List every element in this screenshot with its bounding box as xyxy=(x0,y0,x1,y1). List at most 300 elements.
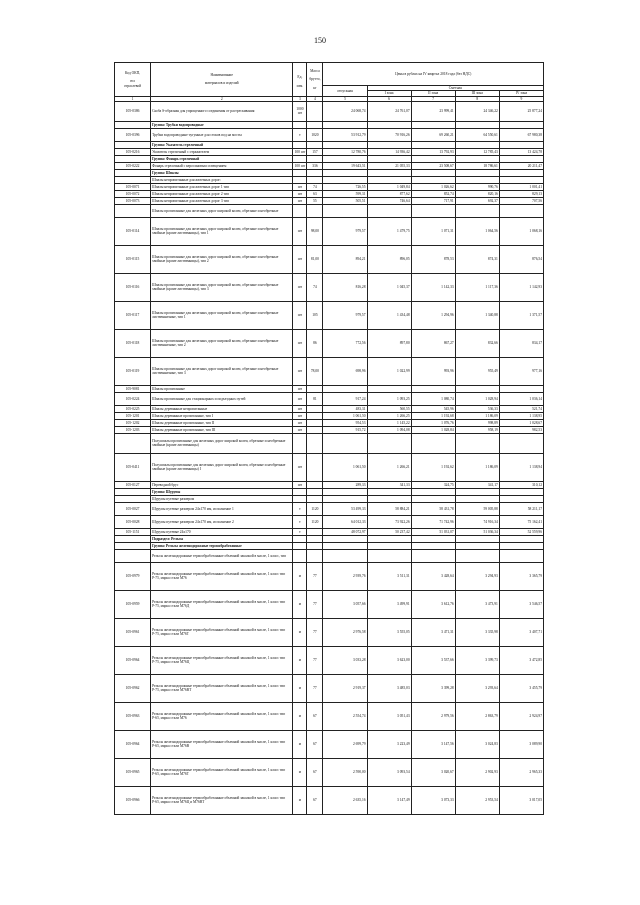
group-row xyxy=(115,488,544,495)
price-cell: 982,53 xyxy=(499,426,543,433)
item-mass xyxy=(307,528,323,535)
empty-cell xyxy=(115,204,151,217)
index-cell: 8 xyxy=(455,96,499,101)
empty-cell xyxy=(115,495,151,502)
empty-cell xyxy=(293,535,307,542)
price-cell: 820,16 xyxy=(455,190,499,197)
empty-cell xyxy=(293,542,307,549)
item-name: Рельсы железнодорожные термообработанные объемной закалкой в масле, 1 класс тип Р-65, марка стали М76В xyxy=(151,730,293,758)
price-cell: 1 371,57 xyxy=(499,301,543,329)
price-cell: 48 072,97 xyxy=(323,528,367,535)
price-cell: 3 024,83 xyxy=(455,730,499,758)
item-mass xyxy=(307,101,323,121)
item-code: 105-0962 xyxy=(115,674,151,702)
price-cell: 3 365,79 xyxy=(499,562,543,590)
price-cell: 3 511,31 xyxy=(367,562,411,590)
item-name: Шурупы путевые размером 24х170 мм, исполнение 1 xyxy=(151,502,293,515)
subheading-row xyxy=(115,495,544,502)
item-code: 105-0114 xyxy=(115,217,151,245)
empty-cell xyxy=(455,169,499,176)
empty-cell xyxy=(499,141,543,148)
price-cell: 3 017,05 xyxy=(499,786,543,814)
empty-cell xyxy=(307,204,323,217)
item-mass: 77 xyxy=(307,590,323,618)
price-cell: 1 068,16 xyxy=(499,217,543,245)
price-cell: 23 999,41 xyxy=(411,101,455,121)
header-col-now: отпускная xyxy=(323,86,367,97)
table-row xyxy=(115,786,544,814)
price-cell: 1 192,62 xyxy=(411,453,455,481)
item-mass: 157 xyxy=(307,148,323,155)
subheading-text: Полушпалы пропитанные для железных дорог широкой колеи, обрезные и необрезные хвойные (кроме лиственницы) xyxy=(151,433,293,453)
table-row xyxy=(115,101,544,121)
price-cell: 18 786,61 xyxy=(455,162,499,169)
price-cell: 59 005,88 xyxy=(455,502,499,515)
item-name: Рельсы железнодорожные термообработанные объемной закалкой в масле, 1 класс тип Р-75, марка стали М76Д xyxy=(151,590,293,618)
subheading-row xyxy=(115,433,544,453)
empty-cell xyxy=(411,176,455,183)
price-cell: 1 434,48 xyxy=(367,301,411,329)
header-unit: Ед. изм. xyxy=(293,63,307,97)
price-cell: 1 026,62 xyxy=(411,183,455,190)
item-name: Шпалы пропитанные для железных дорог широкой колеи, обрезные и необрезные хвойные (кроме лиственницы), тип 1 xyxy=(151,217,293,245)
table-header xyxy=(115,63,544,102)
empty-cell xyxy=(115,488,151,495)
empty-cell xyxy=(411,204,455,217)
price-cell: 1 071,31 xyxy=(411,217,455,245)
empty-cell xyxy=(115,542,151,549)
item-unit: м xyxy=(293,646,307,674)
item-name: Шурупы путевые 24х170 xyxy=(151,528,293,535)
price-cell: 1 192,68 xyxy=(411,412,455,419)
price-cell: 3 051,43 xyxy=(367,702,411,730)
price-cell: 1 045,37 xyxy=(367,273,411,301)
header-zone-4: IV зона xyxy=(499,91,543,96)
price-cell: 24 346,22 xyxy=(455,101,499,121)
item-unit: м xyxy=(293,674,307,702)
item-mass: 63 xyxy=(307,190,323,197)
item-name: Полушпалы пропитанные для железных дорог широкой колеи, обрезные и необрезные хвойные (кроме лиственницы) I xyxy=(151,453,293,481)
price-cell: 73 922,26 xyxy=(367,515,411,528)
item-mass: 77 xyxy=(307,618,323,646)
empty-cell xyxy=(323,204,367,217)
item-mass: 67 xyxy=(307,758,323,786)
empty-cell xyxy=(411,121,455,128)
price-cell: 24 761,07 xyxy=(367,101,411,121)
price-cell: 1 266,25 xyxy=(367,412,411,419)
subheading-row xyxy=(115,204,544,217)
item-code: 105-0222 xyxy=(115,162,151,169)
price-cell: 2 590,00 xyxy=(323,758,367,786)
index-cell: 3 xyxy=(293,96,307,101)
empty-cell xyxy=(499,495,543,502)
empty-cell xyxy=(499,169,543,176)
price-cell: 3 612,76 xyxy=(411,590,455,618)
item-mass: 77 xyxy=(307,646,323,674)
price-cell: 896,05 xyxy=(367,245,411,273)
empty-cell xyxy=(323,141,367,148)
item-mass: 67 xyxy=(307,730,323,758)
price-cell: 2 924,97 xyxy=(499,702,543,730)
item-mass xyxy=(307,412,323,419)
item-name: Рельсы железнодорожные термообработанные объемной закалкой в масле, 1 класс тип Р-65, марка стали М76Т xyxy=(151,758,293,786)
item-name: Рельсы железнодорожные термообработанные объемной закалкой в масле, 1 класс тип Р-65, марка стали М76Ц и М76ВТ xyxy=(151,786,293,814)
price-cell: 69 260,21 xyxy=(411,128,455,141)
item-unit: шт xyxy=(293,453,307,481)
price-cell xyxy=(411,385,455,392)
empty-cell xyxy=(323,176,367,183)
price-cell: 867,27 xyxy=(411,329,455,357)
empty-cell xyxy=(455,121,499,128)
table-row xyxy=(115,197,544,204)
price-cell: 1 061,50 xyxy=(323,412,367,419)
empty-cell xyxy=(323,121,367,128)
price-cell: 897,80 xyxy=(367,329,411,357)
price-cell: 58 884,21 xyxy=(367,502,411,515)
table-row xyxy=(115,329,544,357)
empty-cell xyxy=(499,155,543,162)
empty-cell xyxy=(307,169,323,176)
item-name: Шурупы путевые размером 24х170 мм, исполнение 2 xyxy=(151,515,293,528)
price-cell: 1 186,09 xyxy=(455,453,499,481)
price-cell: 1 094,08 xyxy=(367,426,411,433)
price-cell: 816,28 xyxy=(323,273,367,301)
item-code: 105-0071 xyxy=(115,183,151,190)
empty-cell xyxy=(411,535,455,542)
group-name: Группа: Шурупы xyxy=(151,488,293,495)
price-cell: 1 186,09 xyxy=(455,412,499,419)
price-cell: 1 145,22 xyxy=(367,419,411,426)
item-code: 105-0127 xyxy=(115,481,151,488)
item-code: 105-1151 xyxy=(115,528,151,535)
price-cell: 19 643,51 xyxy=(323,162,367,169)
index-cell: 9 xyxy=(499,96,543,101)
item-name: Шпалы пропитанные для стационарных и подъездных путей xyxy=(151,392,293,405)
item-mass: 1120 xyxy=(307,502,323,515)
price-cell: 70 916,26 xyxy=(367,128,411,141)
empty-cell xyxy=(293,488,307,495)
item-code: 105-0027 xyxy=(115,502,151,515)
table-row xyxy=(115,385,544,392)
empty-cell xyxy=(367,121,411,128)
index-cell: 6 xyxy=(367,96,411,101)
item-unit: т xyxy=(293,502,307,515)
price-cell: 2 919,37 xyxy=(323,674,367,702)
price-cell: 990,76 xyxy=(455,183,499,190)
item-mass: 336 xyxy=(307,162,323,169)
item-name: Трубки водопроводные чугунные для стоков под на мосты xyxy=(151,128,293,141)
item-unit: т xyxy=(293,515,307,528)
item-mass: 67 xyxy=(307,702,323,730)
item-code: 105-0117 xyxy=(115,301,151,329)
index-cell: 1 xyxy=(115,96,151,101)
table-row xyxy=(115,245,544,273)
price-cell: 3 428,64 xyxy=(411,562,455,590)
empty-cell xyxy=(115,141,151,148)
group-name: Группа: Указатель стрелочный xyxy=(151,141,293,148)
table-row xyxy=(115,453,544,481)
item-name: Рельсы железнодорожные термообработанные объемной закалкой в масле, 1 класс тип Р-75, марка стали М76 xyxy=(151,562,293,590)
price-cell: 1 076,76 xyxy=(411,419,455,426)
price-cell: 698,96 xyxy=(323,357,367,385)
empty-cell xyxy=(323,535,367,542)
price-cell: 24 068,74 xyxy=(323,101,367,121)
table-row xyxy=(115,162,544,169)
empty-cell xyxy=(323,433,367,453)
item-mass: 81,00 xyxy=(307,245,323,273)
item-unit: т xyxy=(293,528,307,535)
empty-cell xyxy=(411,488,455,495)
price-cell: 310,12 xyxy=(499,481,543,488)
price-cell: 2 965,33 xyxy=(499,758,543,786)
table-row xyxy=(115,183,544,190)
header-code: Код ОКП, юл отраслевой xyxy=(115,63,151,97)
table-row xyxy=(115,273,544,301)
empty-cell xyxy=(293,433,307,453)
item-name: Шпалы пропитанные для железных дорог широкой колеи, обрезные и необрезные лиственничные, тип 3 xyxy=(151,357,293,385)
group-row xyxy=(115,121,544,128)
empty-cell xyxy=(115,176,151,183)
table-row xyxy=(115,148,544,155)
table-body xyxy=(115,101,544,814)
item-name: Шпалы пропитанные для железных дорог широкой колеи, обрезные и необрезные лиственничные, тип 1 xyxy=(151,301,293,329)
page-number: 150 xyxy=(314,36,326,45)
price-cell: 58 431,78 xyxy=(411,502,455,515)
group-name: Группа: Шпалы xyxy=(151,169,293,176)
table-row xyxy=(115,392,544,405)
price-cell: 53 912,79 xyxy=(323,128,367,141)
price-cell: 74 916,34 xyxy=(455,515,499,528)
item-name: Рельсы железнодорожные термообработанные объемной закалкой в масле, 1 класс тип Р-75, марка стали М76Ц xyxy=(151,646,293,674)
empty-cell xyxy=(455,542,499,549)
table-row xyxy=(115,426,544,433)
price-cell: 707,56 xyxy=(499,197,543,204)
price-cell: 917,24 xyxy=(323,392,367,405)
price-cell: 1 080,74 xyxy=(411,392,455,405)
price-cell: 2 979,56 xyxy=(411,702,455,730)
price-cell: 3 073,33 xyxy=(411,786,455,814)
empty-cell xyxy=(307,542,323,549)
price-cell: 3 485,03 xyxy=(367,674,411,702)
table-row xyxy=(115,590,544,618)
price-cell: 3 020,67 xyxy=(411,758,455,786)
price-cell: 3 399,73 xyxy=(455,646,499,674)
item-unit: 100 шт xyxy=(294,163,306,168)
price-cell: 13 424,78 xyxy=(499,148,543,155)
price-cell: 1 138,95 xyxy=(499,412,543,419)
item-code: 105-0224 xyxy=(115,392,151,405)
table-row xyxy=(115,515,544,528)
item-name: Шпалы деревянные пропитанные, тип III xyxy=(151,426,293,433)
item-mass: 98,00 xyxy=(307,217,323,245)
item-unit: шт xyxy=(293,426,307,433)
subheading-row xyxy=(115,549,544,562)
price-cell: 3 455,79 xyxy=(499,674,543,702)
empty-cell xyxy=(411,141,455,148)
item-mass: 1020 xyxy=(307,128,323,141)
subheading-text: Шпалы непропитанные для железных дорог: xyxy=(151,176,293,183)
subheading-text: Шпалы пропитанные для железных дорог широкой колеи, обрезные и необрезные xyxy=(151,204,293,217)
price-cell: 1 138,94 xyxy=(499,453,543,481)
table-row xyxy=(115,618,544,646)
price-cell: 832,66 xyxy=(455,329,499,357)
item-unit: шт xyxy=(293,217,307,245)
price-cell: 560,55 xyxy=(367,405,411,412)
price-cell: 993,96 xyxy=(411,357,455,385)
empty-cell xyxy=(499,488,543,495)
table-row xyxy=(115,758,544,786)
empty-cell xyxy=(115,121,151,128)
table-row xyxy=(115,502,544,515)
empty-cell xyxy=(367,141,411,148)
empty-cell xyxy=(499,542,543,549)
empty-cell xyxy=(455,549,499,562)
item-code: 105-0116 xyxy=(115,273,151,301)
empty-cell xyxy=(293,176,307,183)
price-cell: 3 472,85 xyxy=(499,646,543,674)
item-unit: шт xyxy=(293,183,307,190)
price-cell: 51 031,07 xyxy=(411,528,455,535)
group-row xyxy=(115,155,544,162)
price-cell: 536,33 xyxy=(455,405,499,412)
item-code: 105-0961 xyxy=(115,618,151,646)
empty-cell xyxy=(367,176,411,183)
price-cell: 20 211,47 xyxy=(499,162,543,169)
empty-cell xyxy=(411,433,455,453)
price-cell: 483,31 xyxy=(323,405,367,412)
item-name: Скоба S-образная для упрощенного соединения от растрескивания xyxy=(151,101,293,121)
empty-cell xyxy=(367,488,411,495)
empty-cell xyxy=(323,549,367,562)
empty-cell xyxy=(293,204,307,217)
item-mass: 55 xyxy=(307,197,323,204)
item-name: Переводной брус xyxy=(151,481,293,488)
price-cell: 772,56 xyxy=(323,329,367,357)
price-cell: 3 473,91 xyxy=(455,590,499,618)
item-mass: 105 xyxy=(307,301,323,329)
item-unit: шт xyxy=(293,392,307,405)
table-row xyxy=(115,128,544,141)
item-unit: м xyxy=(293,702,307,730)
index-cell: 7 xyxy=(411,96,455,101)
empty-cell xyxy=(307,433,323,453)
price-cell: 324,75 xyxy=(411,481,455,488)
empty-cell xyxy=(411,155,455,162)
price-cell: 3 623,00 xyxy=(367,646,411,674)
empty-cell xyxy=(499,549,543,562)
price-cell: 1 049,84 xyxy=(367,183,411,190)
empty-cell xyxy=(323,488,367,495)
index-cell: 2 xyxy=(151,96,293,101)
empty-cell xyxy=(367,204,411,217)
price-cell: 2 902,93 xyxy=(455,758,499,786)
item-code: 105-1202 xyxy=(115,419,151,426)
item-code: 105-1203 xyxy=(115,426,151,433)
price-cell: 3 147,56 xyxy=(411,730,455,758)
group-row xyxy=(115,535,544,542)
group-row xyxy=(115,542,544,549)
price-cell: 1 340,88 xyxy=(455,301,499,329)
price-cell xyxy=(455,385,499,392)
item-name: Шпалы пропитанные xyxy=(151,385,293,392)
item-name: Шпалы деревянные непропитанные xyxy=(151,405,293,412)
item-mass xyxy=(307,419,323,426)
item-unit: шт xyxy=(293,190,307,197)
empty-cell xyxy=(455,176,499,183)
price-cell: 3 294,93 xyxy=(455,562,499,590)
item-mass: 77 xyxy=(307,562,323,590)
empty-cell xyxy=(367,542,411,549)
price-cell: 874,31 xyxy=(455,245,499,273)
empty-cell xyxy=(307,495,323,502)
price-cell: 545,96 xyxy=(411,405,455,412)
price-cell: 12 785,43 xyxy=(455,148,499,155)
empty-cell xyxy=(455,141,499,148)
price-cell: 1 001,41 xyxy=(499,183,543,190)
item-unit: м xyxy=(293,786,307,814)
table-row xyxy=(115,730,544,758)
item-code: 105-1201 xyxy=(115,412,151,419)
price-cell: 52 559,96 xyxy=(499,528,543,535)
item-code: 105-0386 xyxy=(115,101,151,121)
empty-cell xyxy=(307,535,323,542)
price-cell: 21 055,33 xyxy=(367,162,411,169)
item-unit: шт xyxy=(293,357,307,385)
price-cell: 2 976,58 xyxy=(323,618,367,646)
price-cell: 2 554,74 xyxy=(323,702,367,730)
table-row xyxy=(115,646,544,674)
price-cell xyxy=(499,385,543,392)
item-name: Шпалы непропитанные для железных дорог 1 тип xyxy=(151,183,293,190)
empty-cell xyxy=(411,495,455,502)
item-code: 105-0216 xyxy=(115,148,151,155)
price-cell: 977,16 xyxy=(499,357,543,385)
item-name: Указатель стрелочный с отражателем xyxy=(151,148,293,155)
empty-cell xyxy=(293,169,307,176)
empty-cell xyxy=(323,169,367,176)
price-cell: 3 471,31 xyxy=(411,618,455,646)
item-mass xyxy=(307,385,323,392)
price-cell: 1 479,75 xyxy=(367,217,411,245)
price-cell: 25 877,24 xyxy=(499,101,543,121)
group-name: Группа: Фонарь стрелочный xyxy=(151,155,293,162)
header-zone-3: III зона xyxy=(455,91,499,96)
empty-cell xyxy=(499,176,543,183)
header-col-zones: Сметная xyxy=(367,86,543,91)
subheading-text: Шурупы путевые размером xyxy=(151,495,293,502)
item-name: Шпалы пропитанные для железных дорог широкой колеи, обрезные и необрезные лиственничные, тип 2 xyxy=(151,329,293,357)
empty-cell xyxy=(293,141,307,148)
index-cell: 5 xyxy=(323,96,367,101)
price-cell: 599,31 xyxy=(323,190,367,197)
item-name: Шпалы непропитанные для железных дорог 3 тип xyxy=(151,197,293,204)
price-cell: 717,91 xyxy=(411,197,455,204)
item-mass: 1120 xyxy=(307,515,323,528)
empty-cell xyxy=(293,155,307,162)
item-code: 105-0979 xyxy=(115,562,151,590)
item-unit: м xyxy=(293,730,307,758)
price-cell: 341,17 xyxy=(455,481,499,488)
price-cell: 1 142,33 xyxy=(411,273,455,301)
table-row xyxy=(115,528,544,535)
item-name: Шпалы деревянные пропитанные, тип II xyxy=(151,419,293,426)
price-cell: 915,72 xyxy=(323,426,367,433)
item-code: 105-0118 xyxy=(115,329,151,357)
price-cell: 1 117,36 xyxy=(455,273,499,301)
empty-cell xyxy=(307,176,323,183)
empty-cell xyxy=(293,549,307,562)
item-unit: шт xyxy=(293,419,307,426)
